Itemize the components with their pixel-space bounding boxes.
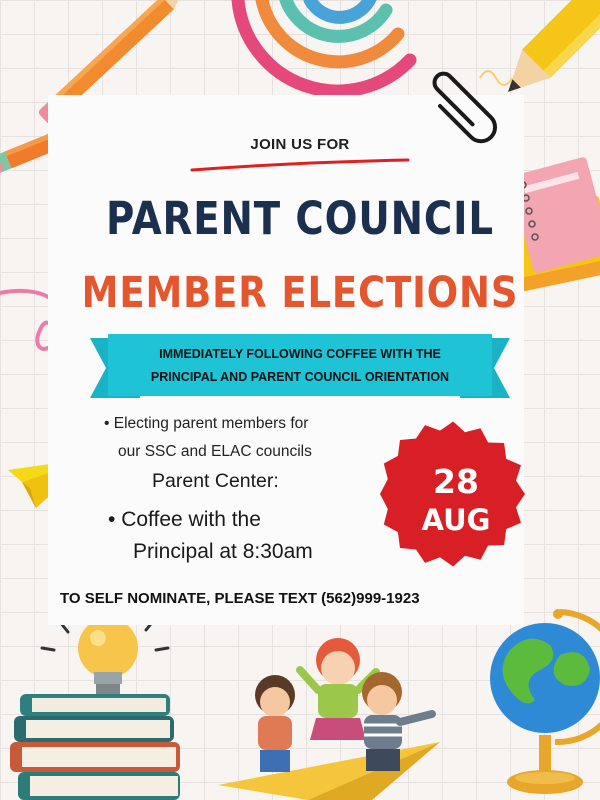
- coffee-line-1: [108, 504, 313, 536]
- info-banner: [108, 336, 492, 396]
- election-bullet: [104, 410, 312, 466]
- title-parent-council: PARENT COUNCIL: [106, 192, 494, 245]
- date-month: AUG: [421, 503, 491, 537]
- coffee-line-2: Principal at 8:30am: [133, 540, 313, 563]
- location-label: Parent Center:: [152, 470, 279, 492]
- bullet-line-1: [104, 410, 312, 438]
- date-badge: [406, 462, 506, 538]
- banner-line-1: IMMEDIATELY FOLLOWING COFFEE WITH THE: [159, 347, 441, 361]
- bullet-dot: •: [104, 415, 110, 432]
- coffee-bullet: [108, 504, 313, 568]
- underline-icon: [192, 160, 408, 170]
- bullet-line-2: our SSC and ELAC councils: [118, 443, 312, 460]
- date-day: 28: [433, 462, 479, 501]
- coffee-text: Coffee with the: [121, 508, 261, 531]
- title-member-elections: MEMBER ELECTIONS: [81, 268, 519, 318]
- bullet-text: Electing parent members for: [113, 415, 309, 432]
- nominate-text: TO SELF NOMINATE, PLEASE TEXT (562)999-1923: [60, 590, 420, 607]
- bullet-dot: •: [108, 508, 116, 531]
- banner-line-2: PRINCIPAL AND PARENT COUNCIL ORIENTATION: [150, 370, 450, 384]
- join-us-heading: JOIN US FOR: [250, 136, 350, 153]
